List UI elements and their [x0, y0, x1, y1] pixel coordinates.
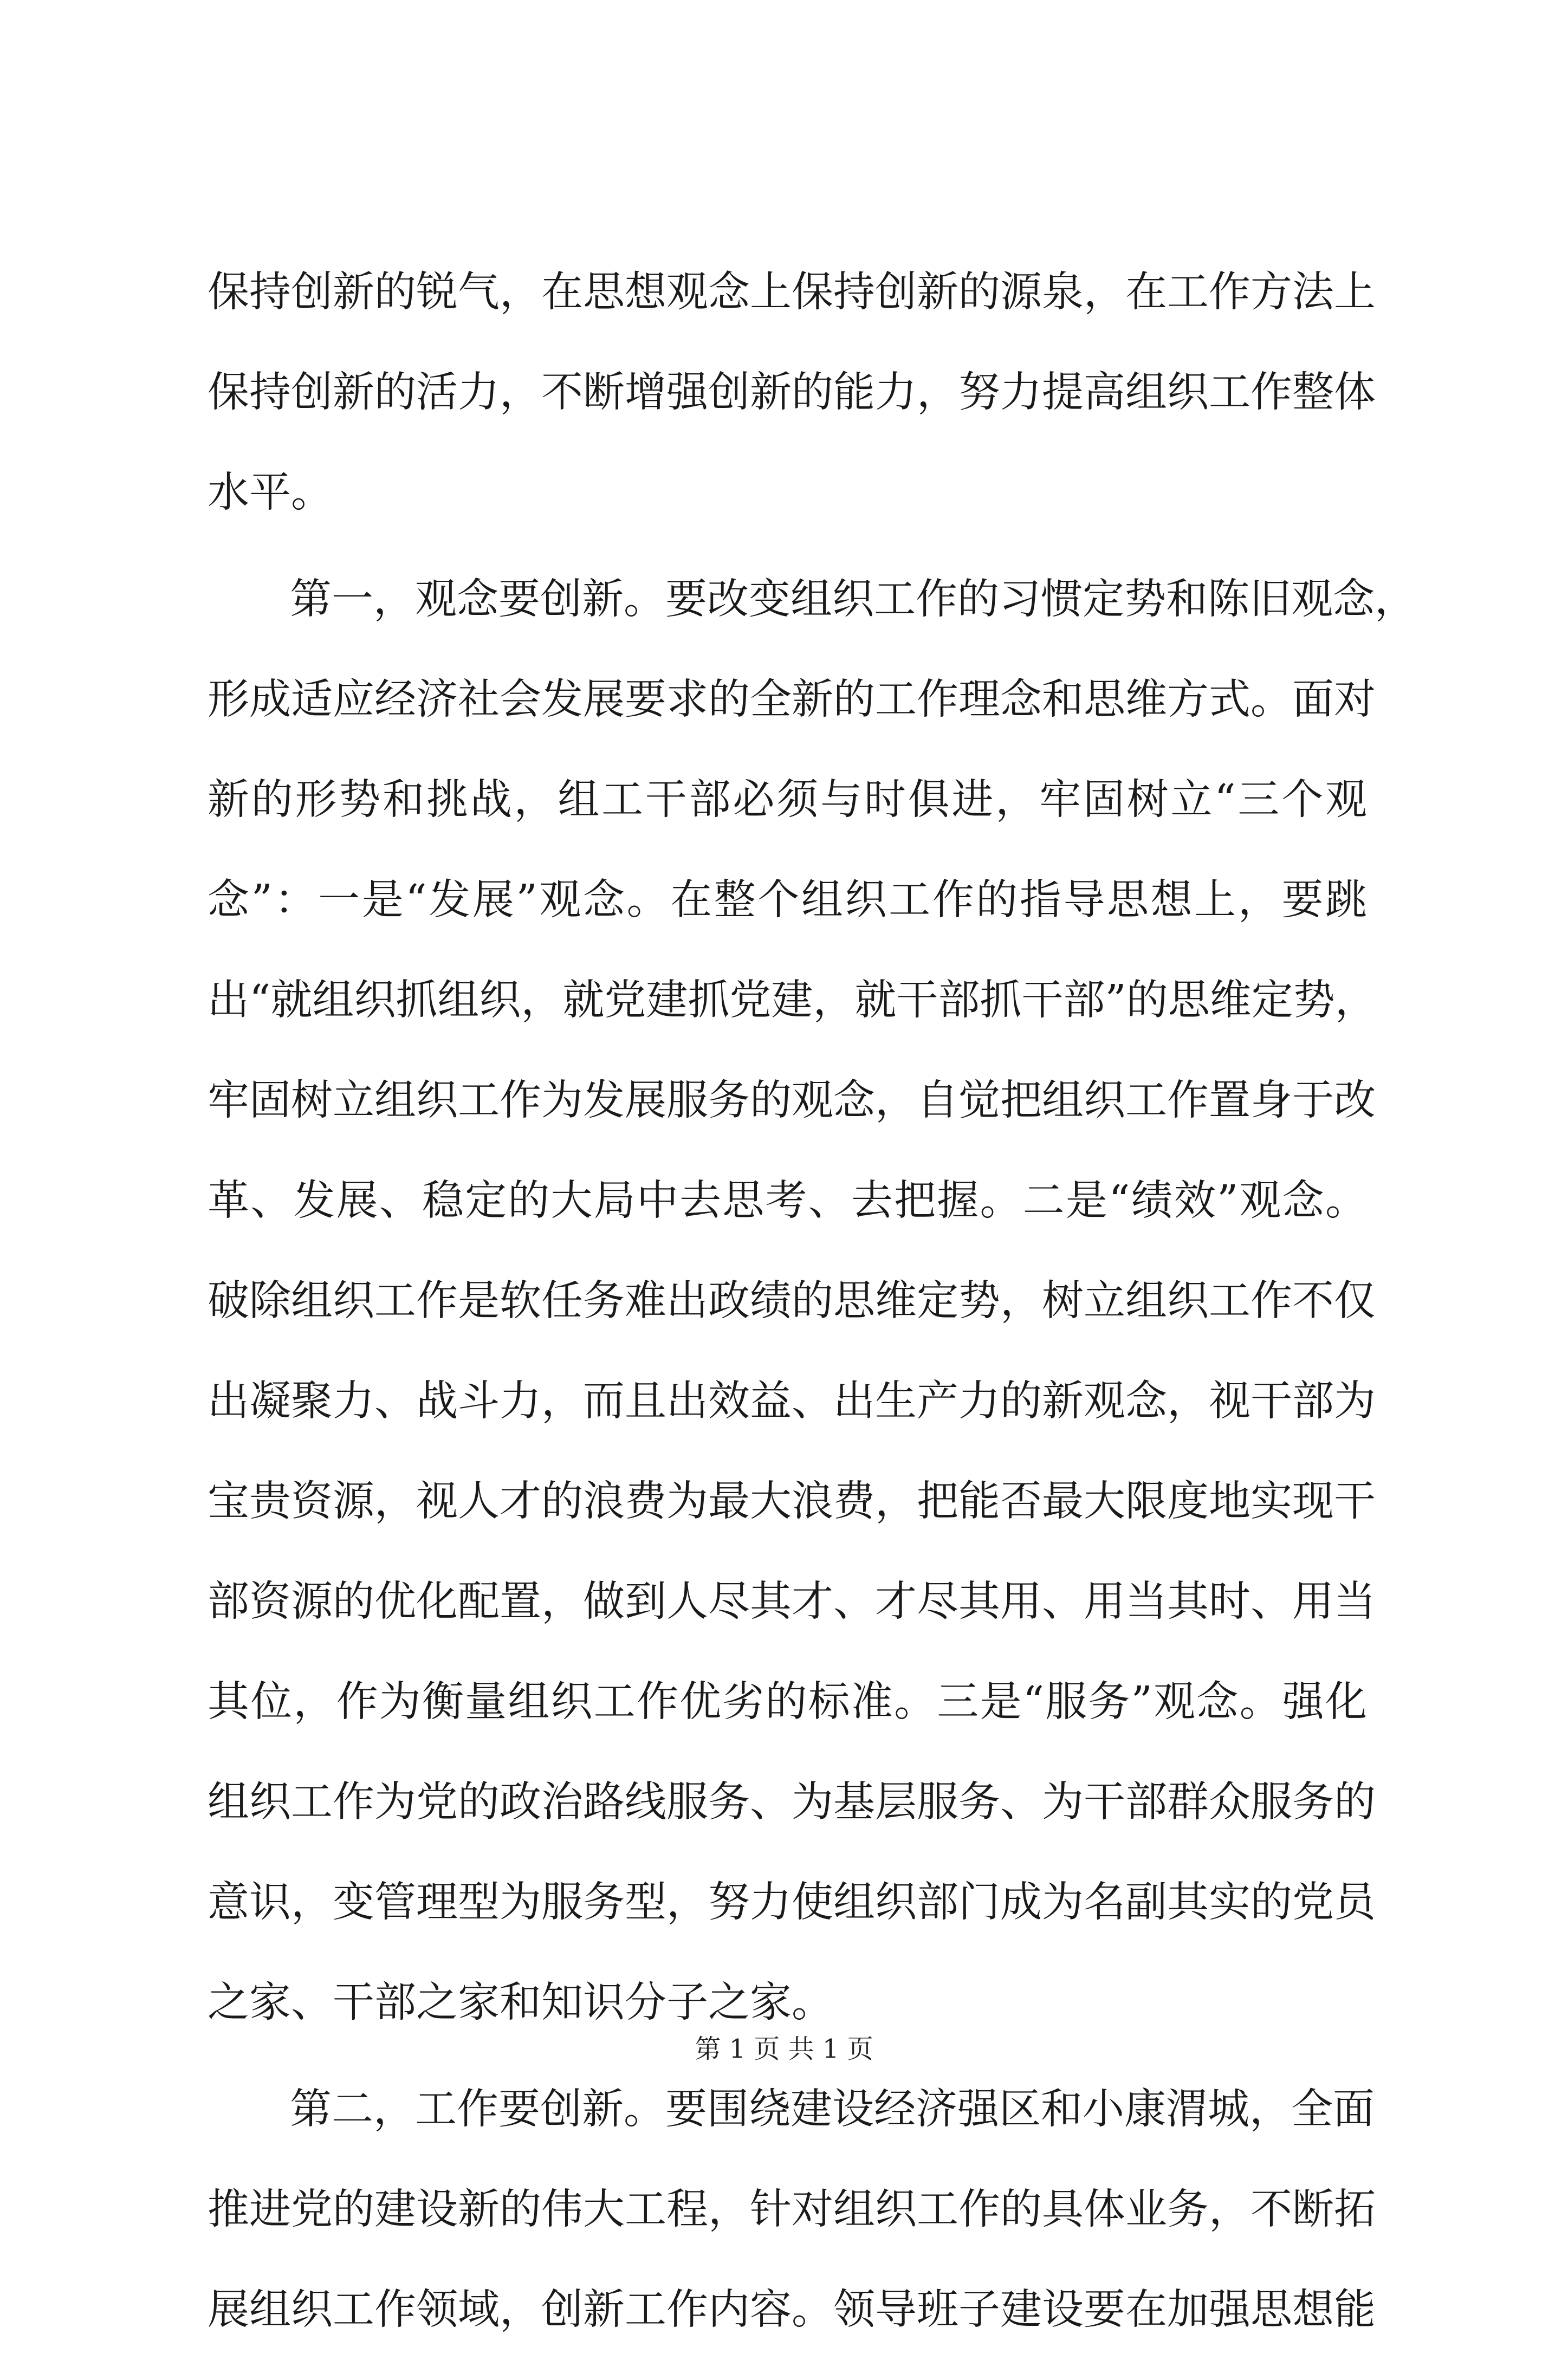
text-line: 念”：一是“发展”观念。在整个组织工作的指导思想上，要跳 — [208, 876, 1367, 924]
paragraph-first-line: 第二，工作要创新。要围绕建设经济强区和小康渭城，全面 — [290, 2085, 1375, 2134]
text-line: 之家、干部之家和知识分子之家。 — [208, 1979, 833, 2027]
page-footer: 第 1 页 共 1 页 — [695, 2034, 873, 2064]
paragraph-first-line: 第一，观念要创新。要改变组织工作的习惯定势和陈旧观念， — [290, 575, 1416, 624]
text-line: 破除组织工作是软任务难出政绩的思维定势，树立组织工作不仅 — [208, 1277, 1376, 1325]
text-line: 保持创新的锐气，在思想观念上保持创新的源泉，在工作方法上 — [208, 268, 1376, 316]
text-line: 革、发展、稳定的大局中去思考、去把握。二是“绩效”观念。 — [208, 1177, 1367, 1225]
text-line: 意识，变管理型为服务型，努力使组织部门成为名副其实的党员 — [208, 1878, 1376, 1927]
text-line: 部资源的优化配置，做到人尽其才、才尽其用、用当其时、用当 — [208, 1578, 1376, 1626]
text-line: 出凝聚力、战斗力，而且出效益、出生产力的新观念，视干部为 — [208, 1377, 1376, 1425]
text-line: 推进党的建设新的伟大工程，针对组织工作的具体业务，不断拓 — [208, 2186, 1376, 2234]
text-line: 牢固树立组织工作为发展服务的观念，自觉把组织工作置身于改 — [208, 1077, 1376, 1125]
text-line: 展组织工作领域，创新工作内容。领导班子建设要在加强思想能 — [208, 2286, 1376, 2334]
text-line: 形成适应经济社会发展要求的全新的工作理念和思维方式。面对 — [208, 676, 1376, 724]
text-line: 保持创新的活力，不断增强创新的能力，努力提高组织工作整体 — [208, 368, 1376, 417]
text-line: 其位，作为衡量组织工作优劣的标准。三是“服务”观念。强化 — [208, 1678, 1367, 1726]
text-line: 新的形势和挑战，组工干部必须与时俱进，牢固树立“三个观 — [208, 776, 1367, 824]
text-line: 宝贵资源，视人才的浪费为最大浪费，把能否最大限度地实现干 — [208, 1477, 1376, 1526]
text-line: 水平。 — [208, 469, 333, 517]
text-line: 出“就组织抓组织，就党建抓党建，就干部抓干部”的思维定势， — [208, 976, 1377, 1025]
text-line: 组织工作为党的政治路线服务、为基层服务、为干部群众服务的 — [208, 1778, 1376, 1826]
